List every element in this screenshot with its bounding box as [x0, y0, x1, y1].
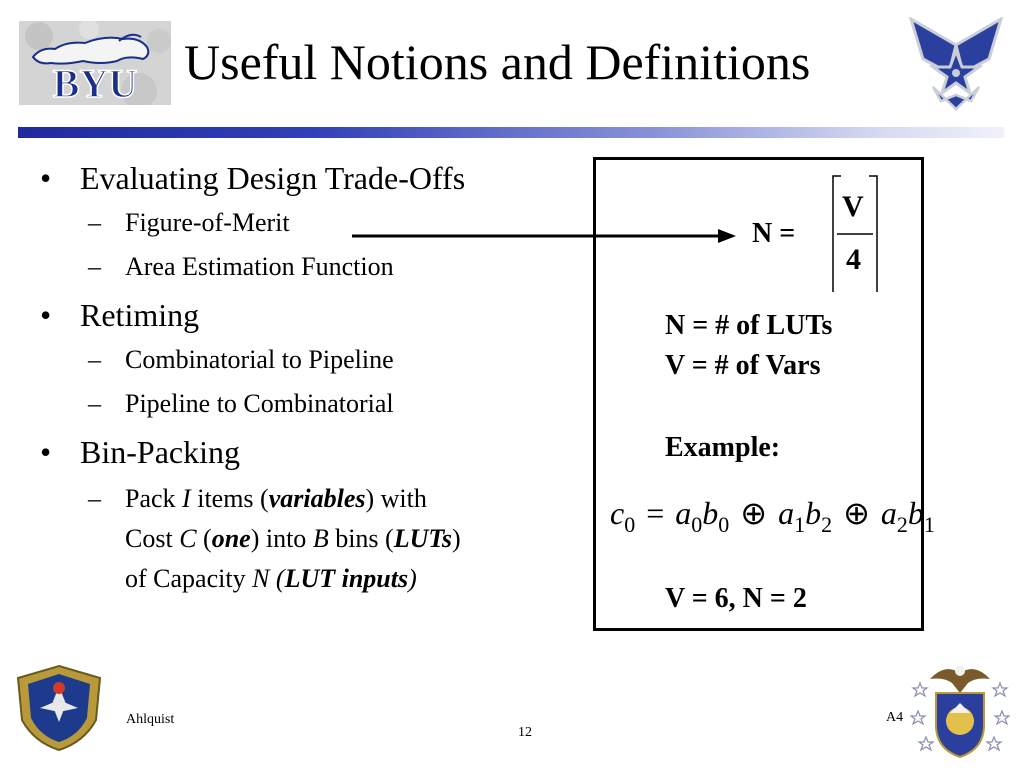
- example-formula: $c_0 = a_0b_0$ ⊕ $a_1b_2$ ⊕ $a_2b_1$: [610, 495, 935, 537]
- bullet-item: [40, 158, 585, 198]
- aetc-shield-logo: [14, 664, 104, 752]
- footer-author: Ahlquist: [126, 712, 175, 727]
- example-label: Example:: [665, 432, 781, 463]
- sub-bullet-dash: –: [88, 484, 101, 513]
- sub-bullet-dash: –: [88, 345, 101, 374]
- slide-title: Useful Notions and Definitions: [184, 34, 811, 90]
- sub-bullet-dash: –: [88, 252, 101, 281]
- sub-bullet-dash: –: [88, 208, 101, 237]
- bullet-dot: •: [40, 434, 52, 470]
- header-divider: [18, 127, 1004, 138]
- byu-logo-text: BYU: [52, 61, 138, 105]
- sub-bullet-text: Pipeline to Combinatorial: [125, 389, 394, 418]
- sub-bullet-text: Figure-of-Merit: [125, 208, 290, 237]
- example-result: V = 6, N = 2: [665, 583, 807, 614]
- bullet-text: Bin-Packing: [80, 434, 240, 470]
- sub-bullet-item: [40, 342, 585, 378]
- sub-bullet-text: Area Estimation Function: [125, 252, 394, 281]
- bullet-text: Evaluating Design Trade-Offs: [80, 160, 466, 196]
- footer-page-number: 12: [518, 725, 532, 740]
- bullet-dot: •: [40, 160, 52, 196]
- sub-bullet-text: Combinatorial to Pipeline: [125, 345, 394, 374]
- sub-bullet-item: [40, 386, 585, 422]
- air-force-logo: [903, 17, 1009, 112]
- byu-logo: [19, 21, 171, 105]
- definition-n: N = # of LUTs: [665, 310, 833, 341]
- sub-bullet-dash: –: [88, 389, 101, 418]
- bullet-dot: •: [40, 297, 52, 333]
- bullet-item: [40, 432, 585, 472]
- fraction-numerator: V: [842, 190, 864, 223]
- air-force-academy-seal: [910, 653, 1010, 761]
- fraction-denominator: 4: [846, 243, 861, 276]
- bullet-item: [40, 295, 585, 335]
- sub-bullet-item: [40, 249, 585, 285]
- definition-v: V = # of Vars: [665, 350, 821, 381]
- footer-code: A4: [886, 710, 904, 725]
- sub-bullet-text: Pack I items (variables) with Cost C (one) into B bins (LUTs) of Capacity N (LUT inputs): [125, 484, 461, 593]
- sub-bullet-item: [40, 479, 585, 599]
- formula-n-equals: N =: [752, 218, 796, 249]
- bullet-text: Retiming: [80, 297, 200, 333]
